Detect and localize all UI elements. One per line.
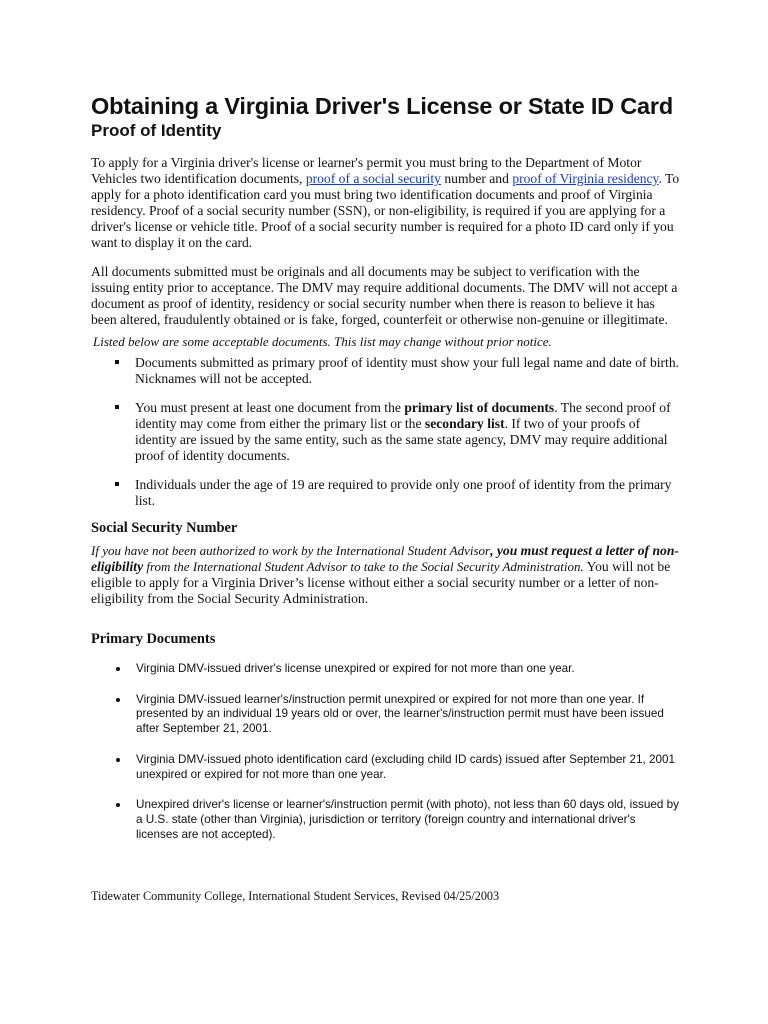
page-footer: Tidewater Community College, International Student Services, Revised 04/25/2003 — [91, 889, 500, 903]
ssn-plain: You will not be eligible to apply for a Virginia Driver’s license without either a social security number or a letter of non-eligibility from the Social Security Administration. — [91, 559, 671, 606]
social-security-link[interactable]: proof of a social security — [305, 171, 441, 186]
ssn-paragraph — [91, 543, 681, 607]
virginia-residency-link[interactable]: proof of Virginia residency — [512, 171, 659, 186]
page-subtitle: Proof of Identity — [91, 121, 222, 140]
identity-rules-list — [91, 355, 681, 522]
ssn-italic-2: from the International Student Advisor to take to the Social Security Administration. — [143, 559, 584, 574]
list-item-text: . If two of your proofs of identity are issued by the same entity, such as the same state agency, DMV may require additional proof of identity documents. — [135, 416, 668, 463]
ssn-italic-1: If you have not been authorized to work by the International Student Advisor — [91, 543, 491, 558]
documents-paragraph: All documents submitted must be originals and all documents may be subject to verification with the issuing entity prior to acceptance. The DMV may require additional documents. The DMV will not accept a document as proof of identity, residency or social security number when there is reason to believe it has been altered, fraudulently obtained or is fake, forged, counterfeit or otherwise non-genuine or illegitimate. — [91, 264, 678, 327]
primary-documents-list — [91, 662, 681, 858]
ssn-bold-italic: , you must request a letter of non-eligibility — [91, 543, 679, 574]
list-item-text: Individuals under the age of 19 are required to provide only one proof of identity from the primary list. — [135, 477, 672, 508]
primary-documents-heading: Primary Documents — [91, 631, 216, 647]
primary-list-bold: primary list of documents — [404, 400, 555, 415]
intro-paragraph — [91, 155, 681, 251]
list-item: Virginia DMV-issued driver's license unexpired or expired for not more than one year. — [91, 662, 681, 677]
ssn-heading: Social Security Number — [91, 520, 238, 536]
intro-text-3: . To apply for a photo identification card you must bring two identification documents and proof of Virginia residency. Proof of a social security number (SSN), or non-eligibility, is required if you are applying for a driver's license or vehicle title. Proof of a social security number is required for a photo ID card only if you want to display it on the card. — [91, 171, 680, 250]
list-item: Unexpired driver's license or learner's/instruction permit (with photo), not less than 60 days old, issued by a U.S. state (other than Virginia), jurisdiction or territory (foreign country and international driver's licenses are not accepted). — [91, 798, 681, 842]
intro-text-1: To apply for a Virginia driver's license or learner's permit you must bring to the Department of Motor Vehicles two identification documents, — [91, 155, 642, 186]
list-item — [91, 400, 681, 464]
list-item-text: . The second proof of identity may come from either the primary list or the — [135, 400, 671, 431]
list-item — [91, 355, 681, 387]
list-item — [91, 477, 681, 509]
list-item: Virginia DMV-issued photo identification card (excluding child ID cards) issued after September 21, 2001 unexpired or expired for not more than one year. — [91, 753, 681, 782]
list-item-text: Documents submitted as primary proof of identity must show your full legal name and date of birth. Nicknames will not be accepted. — [135, 355, 680, 386]
list-item-text: You must present at least one document from the — [135, 400, 405, 415]
page-title: Obtaining a Virginia Driver's License or State ID Card — [91, 93, 674, 119]
intro-text-2: number and — [440, 171, 513, 186]
acceptable-documents-note: Listed below are some acceptable documents. This list may change without prior notice. — [93, 334, 552, 349]
list-item: Virginia DMV-issued learner's/instruction permit unexpired or expired for not more than one year. If presented by an individual 19 years old or over, the learner's/instruction permit must have been issued after September 21, 2001. — [91, 693, 681, 737]
secondary-list-bold: secondary list — [424, 416, 505, 431]
